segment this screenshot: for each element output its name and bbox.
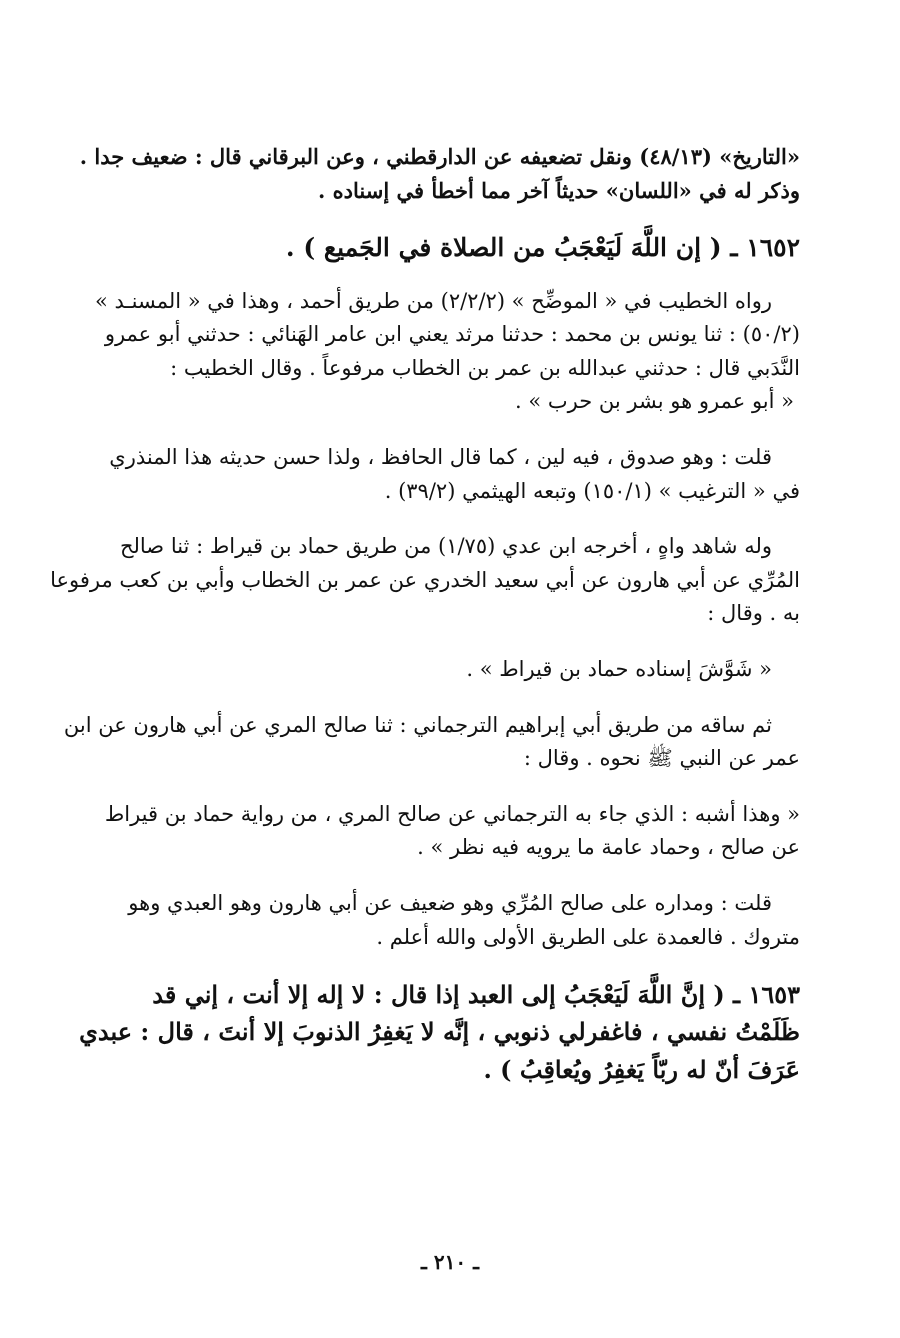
text-line: رواه الخطيب في « الموضِّح » (٢/٢/٢) من طريق أحمد ، وهذا في « المسنـد » bbox=[94, 288, 772, 313]
text-line: المُرِّي عن أبي هارون عن أبي سعيد الخدري عن عمر بن الخطاب وأبي بن كعب مرفوعا bbox=[50, 567, 800, 592]
quote-ashbah bbox=[40, 798, 800, 865]
quoted-line: « أبو عمرو هو بشر بن حرب » . bbox=[515, 389, 794, 414]
text-line: ثم ساقه من طريق أبي إبراهيم الترجماني : ثنا صالح المري عن أبي هارون عن ابن bbox=[63, 712, 772, 737]
hadith-heading-1653 bbox=[40, 976, 800, 1088]
quoted-line: « وهذا أشبه : الذي جاء به الترجماني عن صالح المري ، من رواية حماد بن قيراط bbox=[104, 801, 800, 826]
text-line: وله شاهد واهٍ ، أخرجه ابن عدي (١/٧٥) من طريق حماد بن قيراط : ثنا صالح bbox=[119, 534, 772, 559]
text-line: وذكر له في «اللسان» حديثاً آخر مما أخطأ في إسناده . bbox=[318, 177, 800, 203]
paragraph-tarjumani bbox=[40, 709, 800, 776]
text-line: «التاريخ» (٤٨/١٣) ونقل تضعيفه عن الدارقطني ، وعن البرقاني قال : ضعيف جدا . bbox=[79, 144, 800, 169]
page-body bbox=[40, 140, 800, 1088]
paragraph-tarikh bbox=[40, 140, 800, 207]
text-line: (٥٠/٢) : ثنا يونس بن محمد : حدثنا مرثد يعني ابن عامر الهَنائي : حدثني أبو عمرو bbox=[104, 322, 800, 347]
quoted-line: عن صالح ، وحماد عامة ما يرويه فيه نظر » . bbox=[417, 835, 800, 860]
heading-line: عَرَفَ أنّ له ربّاً يَغفِرُ ويُعاقِبُ ) . bbox=[483, 1054, 800, 1084]
quoted-line: « شَوَّشَ إسناده حماد بن قيراط » . bbox=[466, 657, 772, 682]
text-line: به . وقال : bbox=[707, 601, 800, 626]
hadith-heading-1652: ١٦٥٢ ـ ( إن اللَّهَ لَيَعْجَبُ من الصلاة في الجَميع ) . bbox=[285, 233, 800, 263]
paragraph-qultu-1 bbox=[40, 441, 800, 508]
paragraph-qultu-2 bbox=[40, 887, 800, 954]
page-number: ـ ٢١٠ ـ bbox=[421, 1250, 479, 1274]
text-line: متروك . فالعمدة على الطريق الأولى والله أعلم . bbox=[376, 924, 800, 949]
text-line: قلت : ومداره على صالح المُرِّي وهو ضعيف عن أبي هارون وهو العبدي وهو bbox=[128, 891, 772, 915]
text-line: قلت : وهو صدوق ، فيه لين ، كما قال الحافظ ، ولذا حسن حديثه هذا المنذري bbox=[109, 445, 772, 470]
heading-line: ١٦٥٣ ـ ( إنَّ اللَّهَ لَيَعْجَبُ إلى العبد إذا قال : لا إله إلا أنت ، إني قد bbox=[152, 980, 800, 1010]
quote-shawwasha bbox=[40, 653, 800, 687]
text-line: النَّدَبي قال : حدثني عبدالله بن عمر بن الخطاب مرفوعاً . وقال الخطيب : bbox=[170, 355, 800, 380]
paragraph-khatib bbox=[40, 285, 800, 419]
heading-line: ظَلَمْتُ نفسي ، فاغفرلي ذنوبي ، إنَّه لا يَغفِرُ الذنوبَ إلا أنتَ ، قال : عبدي bbox=[79, 1017, 800, 1047]
text-line: في « الترغيب » (١٥٠/١) وتبعه الهيثمي (٣٩/٢) . bbox=[384, 478, 800, 503]
paragraph-shahid bbox=[40, 530, 800, 631]
text-line: عمر عن النبي ﷺ نحوه . وقال : bbox=[523, 746, 800, 771]
